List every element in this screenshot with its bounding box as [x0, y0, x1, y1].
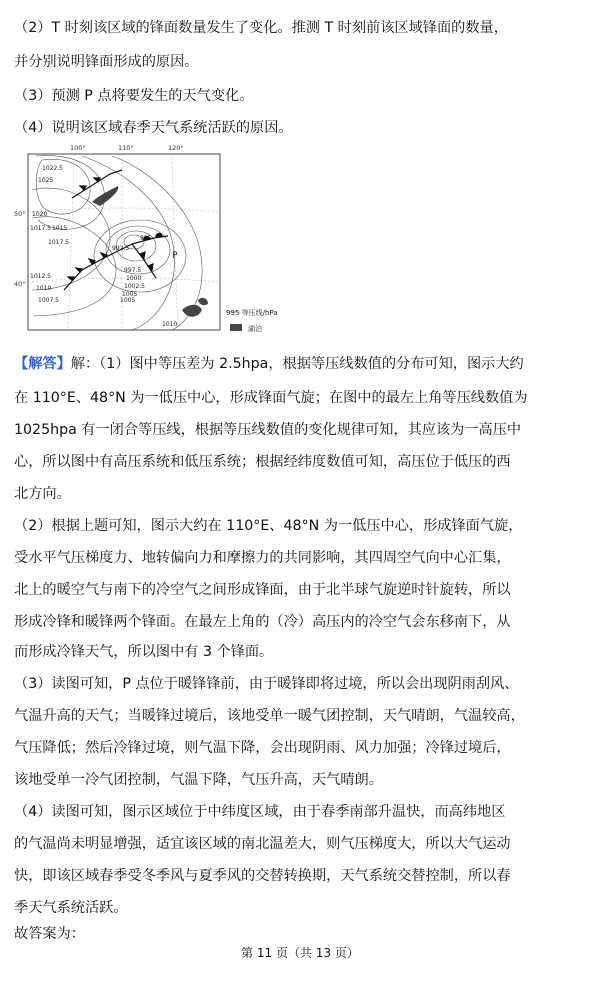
answer-line: 在 110°E、48°N 为一低压中心，形成锋面气旋；在图中的最左上角等压线数值为: [14, 390, 528, 406]
isobar-label-1017-5-b: 1017.5: [48, 239, 69, 246]
isobar-label-995: 995: [140, 235, 152, 242]
lon-label-120: 120°: [168, 144, 184, 152]
question-2-line-1: （2）T 时刻该区域的锋面数量发生了变化。推测 T 时刻前该区域锋面的数量，: [14, 20, 508, 36]
point-p-label: P: [172, 251, 178, 261]
lon-label-100: 100°: [70, 144, 86, 152]
isobar-label-1020: 1020: [32, 211, 48, 218]
map-legend: [226, 308, 278, 333]
isobar-label-1007-5: 1007.5: [38, 297, 59, 304]
answer-line: 气压降低；然后冷锋过境，则气温下降，会出现阴雨、风力加强；冷锋过境后，: [14, 740, 511, 756]
answer-line: 的气温尚未明显增强，适宜该区域的南北温差大，则气压梯度大，所以大气运动: [14, 836, 511, 852]
lat-label-40: 40°: [14, 280, 26, 288]
answer-line: （4）读图可知，图示区域位于中纬度区域，由于春季南部升温快，而高纬地区: [14, 804, 506, 820]
answer-tag: 【解答】: [14, 356, 71, 372]
legend-isobar: 995 等压线/hPa: [226, 309, 278, 317]
question-2-line-2: 并分别说明锋面形成的原因。: [14, 54, 199, 70]
question-4: （4）说明该区域春季天气系统活跃的原因。: [14, 120, 293, 136]
answer-line: 而形成冷锋天气，所以图中有 3 个锋面。: [14, 644, 274, 660]
legend-lake: 湖泊: [248, 325, 262, 333]
legend-lake-swatch: [230, 324, 242, 331]
answer-line: 形成冷锋和暖锋两个锋面。在最左上角的（冷）高压内的冷空气会东移南下，从: [14, 614, 511, 630]
answer-line: 北上的暖空气与南下的冷空气之间形成锋面，由于北半球气旋逆时针旋转，所以: [14, 582, 511, 598]
isobar-label-1025: 1025: [38, 177, 54, 184]
answer-line: 心，所以图中有高压系统和低压系统；根据经纬度数值可知，高压位于低压的西: [14, 454, 511, 470]
question-3: （3）预测 P 点将要发生的天气变化。: [14, 88, 254, 104]
lon-label-110: 110°: [118, 144, 134, 152]
isobar-label-1017-5-a: 1017.5: [30, 225, 51, 232]
isobar-label-997-5: 997.5: [124, 267, 142, 274]
isobar-label-1000: 1000: [126, 275, 142, 282]
answer-line-1: [14, 354, 586, 374]
page-footer: 第 11 页（共 13 页）: [241, 946, 359, 960]
answer-line: 受水平气压梯度力、地转偏向力和摩擦力的共同影响，其四周空气向中心汇集，: [14, 550, 511, 566]
answer-lead: 解：（1）图中等压差为 2.5hpa，根据等压线数值的分布可知，图示大约: [70, 356, 524, 372]
answer-conclusion: 故答案为：: [14, 926, 85, 942]
isobar-label-1022-5: 1022.5: [42, 165, 63, 172]
lat-label-50: 50°: [14, 210, 26, 218]
answer-line: 季天气系统活跃。: [14, 900, 128, 916]
answer-line: （3）读图可知，P 点位于暖锋锋前，由于暖锋即将过境，所以会出现阴雨刮风、: [14, 676, 519, 692]
answer-line: 气温升高的天气；当暖锋过境后，该地受单一暖气团控制，天气晴朗，气温较高，: [14, 708, 525, 724]
isobar-label-1005: 1005: [120, 297, 136, 304]
isobar-label-1012-5: 1012.5: [30, 273, 51, 280]
isobar-label-1015: 1015: [52, 225, 68, 232]
answer-line: 1025hpa 有一闭合等压线，根据等压线数值的变化规律可知，其应该为一高压中: [14, 422, 522, 438]
answer-line: （2）根据上题可知，图示大约在 110°E、48°N 为一低压中心，形成锋面气旋，: [14, 518, 523, 534]
isobar-label-1010-b: 1010: [162, 321, 178, 328]
isobar-label-1002-5: 1002.5: [124, 283, 145, 290]
isobar-label-992-5: 992.5: [112, 245, 130, 252]
isobar-label-1005-b: 1005: [122, 291, 138, 298]
isobar-label-1010: 1010: [36, 285, 52, 292]
answer-line: 北方向。: [14, 486, 71, 502]
weather-map-figure: [12, 140, 324, 342]
answer-line: 该地受单一冷气团控制，气温下降，气压升高，天气晴朗。: [14, 772, 383, 788]
answer-line: 快，即该区域春季受冬季风与夏季风的交替转换期，天气系统交替控制，所以春: [14, 868, 511, 884]
